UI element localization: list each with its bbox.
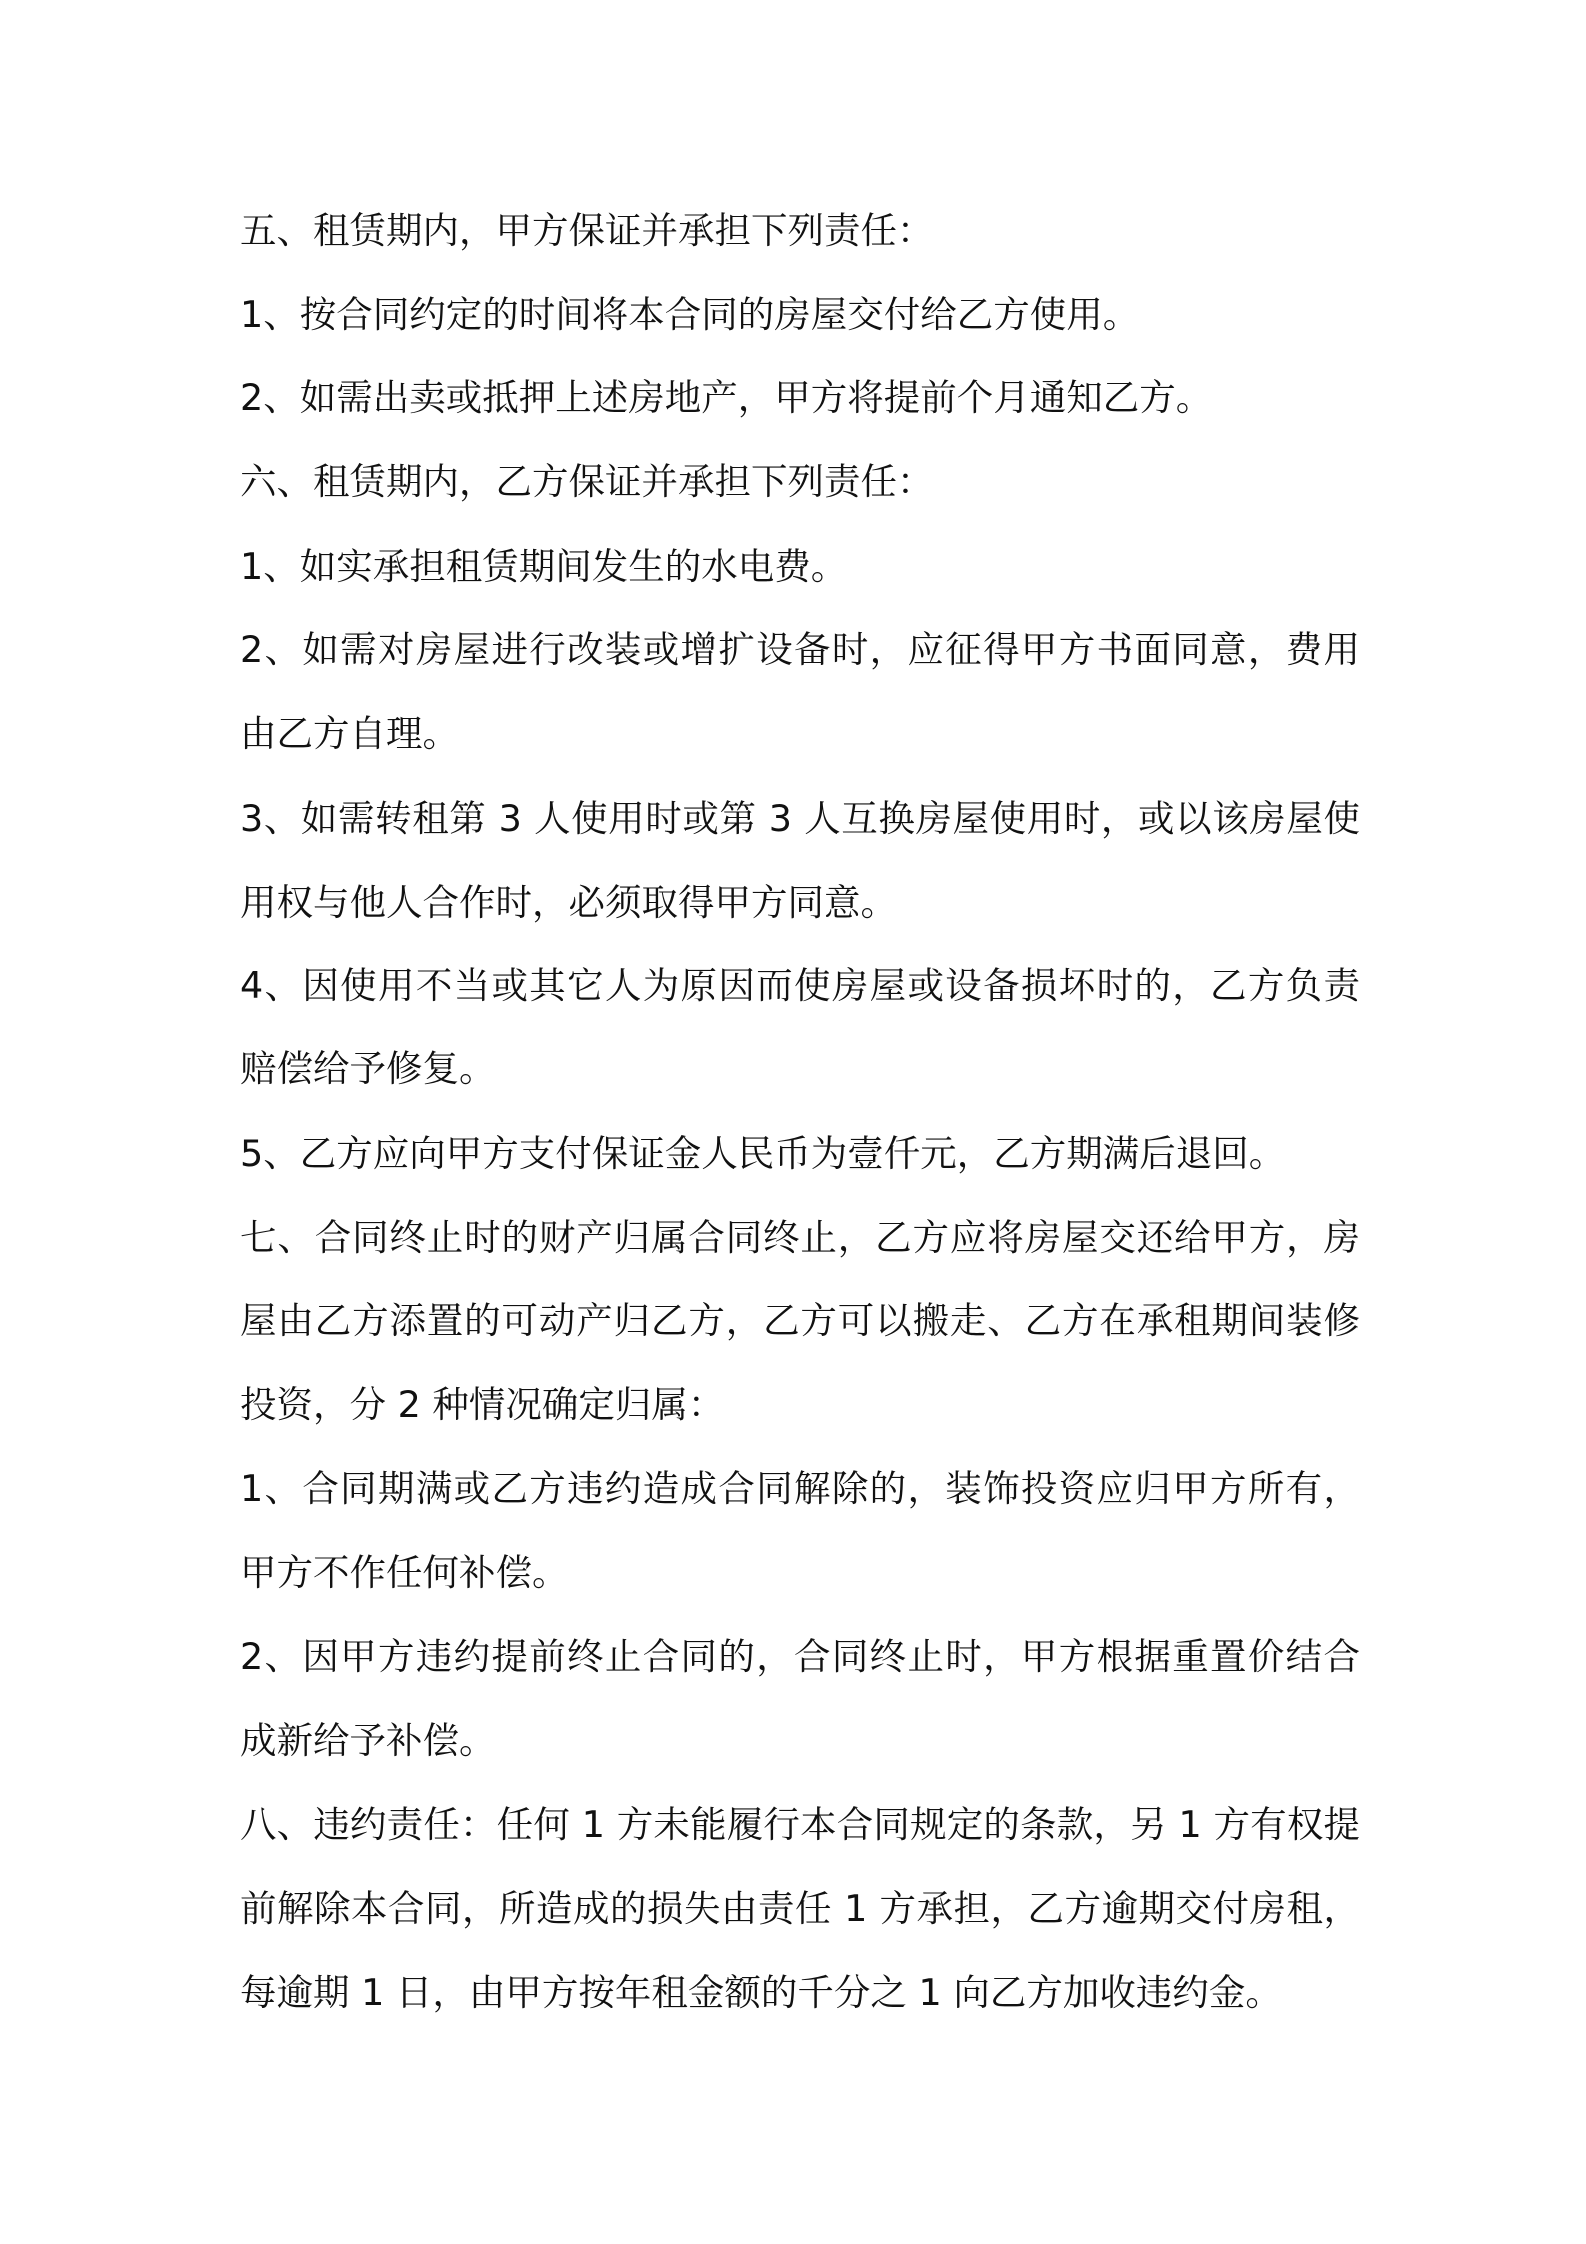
clause-line: 3、如需转租第 3 人使用时或第 3 人互换房屋使用时，或以该房屋使 bbox=[240, 797, 1360, 840]
clause-line: 2、如需对房屋进行改装或增扩设备时，应征得甲方书面同意，费用 bbox=[240, 628, 1360, 671]
clause-line: 赔偿给予修复。 bbox=[240, 1047, 496, 1090]
clause-line: 投资，分 2 种情况确定归属： bbox=[240, 1383, 725, 1426]
section-heading-7: 七、合同终止时的财产归属合同终止，乙方应将房屋交还给甲方，房 bbox=[240, 1216, 1360, 1259]
clause-line: 4、因使用不当或其它人为原因而使房屋或设备损坏时的，乙方负责 bbox=[240, 964, 1360, 1007]
clause-line: 5、乙方应向甲方支付保证金人民币为壹仟元，乙方期满后退回。 bbox=[240, 1132, 1286, 1175]
clause-line: 由乙方自理。 bbox=[240, 712, 459, 755]
section-heading-8: 八、违约责任：任何 1 方未能履行本合同规定的条款，另 1 方有权提 bbox=[240, 1803, 1360, 1846]
clause-line: 甲方不作任何补偿。 bbox=[240, 1551, 569, 1594]
clause-line: 2、如需出卖或抵押上述房地产，甲方将提前个月通知乙方。 bbox=[240, 376, 1213, 419]
clause-line: 成新给予补偿。 bbox=[240, 1719, 496, 1762]
clause-line: 用权与他人合作时，必须取得甲方同意。 bbox=[240, 881, 897, 924]
clause-line: 2、因甲方违约提前终止合同的，合同终止时，甲方根据重置价结合 bbox=[240, 1635, 1360, 1678]
section-heading-6: 六、租赁期内，乙方保证并承担下列责任： bbox=[240, 460, 934, 503]
clause-line: 1、如实承担租赁期间发生的水电费。 bbox=[240, 545, 848, 588]
clause-line: 屋由乙方添置的可动产归乙方，乙方可以搬走、乙方在承租期间装修 bbox=[240, 1299, 1360, 1342]
clause-line: 1、按合同约定的时间将本合同的房屋交付给乙方使用。 bbox=[240, 293, 1140, 336]
clause-line: 每逾期 1 日，由甲方按年租金额的千分之 1 向乙方加收违约金。 bbox=[240, 1971, 1282, 2014]
clause-line: 1、合同期满或乙方违约造成合同解除的，装饰投资应归甲方所有， bbox=[240, 1467, 1360, 1510]
section-heading-5: 五、租赁期内，甲方保证并承担下列责任： bbox=[240, 209, 934, 252]
clause-line: 前解除本合同，所造成的损失由责任 1 方承担，乙方逾期交付房租， bbox=[240, 1887, 1360, 1930]
